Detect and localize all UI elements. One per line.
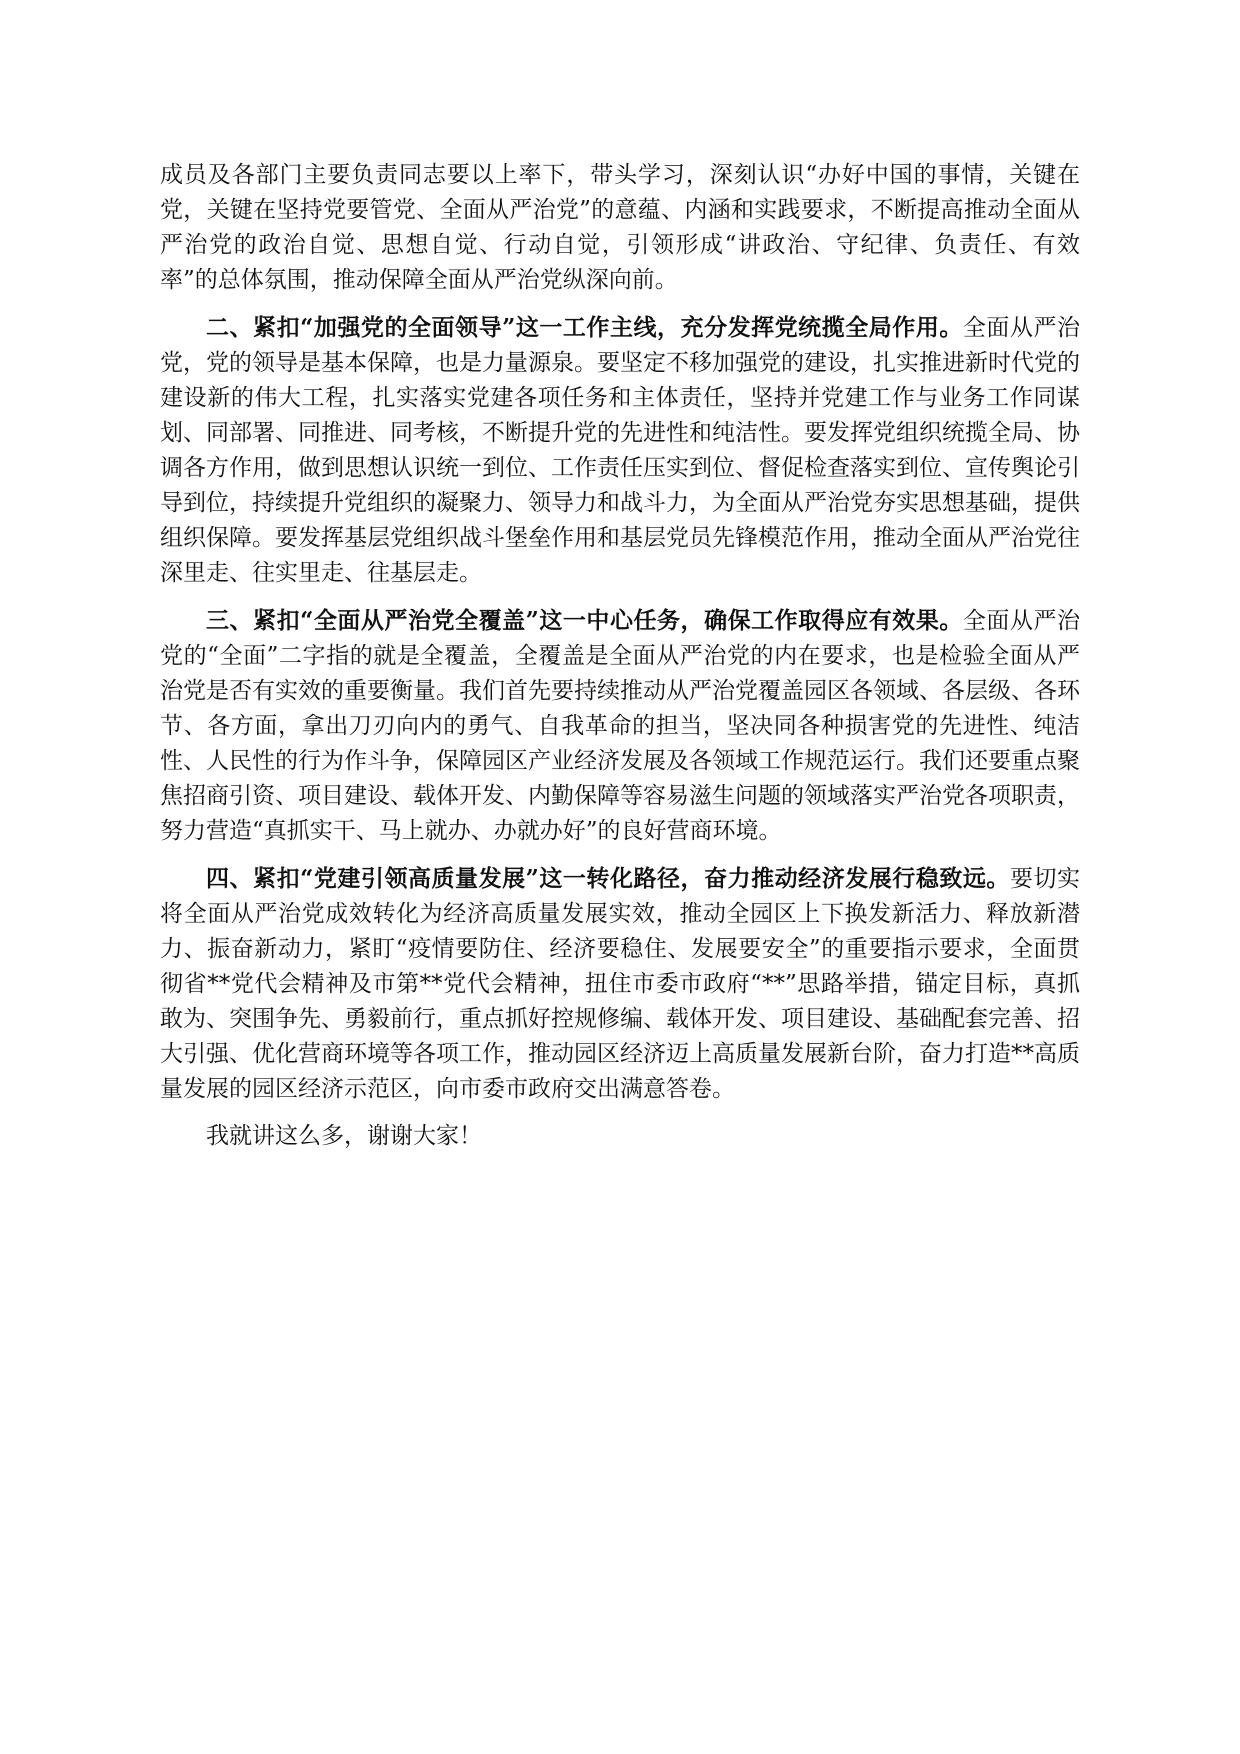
section-heading: 二、紧扣“加强党的全面领导”这一工作主线，充分发挥党统揽全局作用。 xyxy=(206,314,963,341)
closing-remark: 我就讲这么多，谢谢大家！ xyxy=(206,1123,482,1149)
paragraph-section-2 xyxy=(160,310,1080,591)
paragraph-text: 全面从严治党的“全面”二字指的就是全覆盖，全覆盖是全面从严治党的内在要求，也是检验全面从严治党是否有实效的重要衡量。我们首先要持续推动从严治党覆盖园区各领域、各层级、各环节、各方面，拿出刀刃向内的勇气、自我革命的担当，坚决同各种损害党的先进性、纯洁性、人民性的行为作斗争，保障园区产业经济发展及各领域工作规范运行。我们还要重点聚焦招商引资、项目建设、载体开发、内勤保障等容易滋生问题的领域落实严治党各项职责，努力营造“真抓实干、马上就办、办就办好”的良好营商环境。 xyxy=(160,608,1081,844)
paragraph-section-3 xyxy=(160,603,1080,849)
paragraph-continuation xyxy=(160,158,1080,298)
document-body xyxy=(160,158,1080,1166)
paragraph-text: 要切实将全面从严治党成效转化为经济高质量发展实效，推动全园区上下换发新活力、释放新潜力、振奋新动力，紧盯“疫情要防住、经济要稳住、发展要安全”的重要指示要求，全面贯彻省**党代会精神及市第**党代会精神，扭住市委市政府“**”思路举措，锚定目标，真抓敢为、突围争先、勇毅前行，重点抓好控规修编、载体开发、项目建设、基础配套完善、招大引强、优化营商环境等各项工作，推动园区经济迈上高质量发展新台阶，奋力打造**高质量发展的园区经济示范区，向市委市政府交出满意答卷。 xyxy=(160,866,1080,1102)
section-heading: 四、紧扣“党建引领高质量发展”这一转化路径，奋力推动经济发展行稳致远。 xyxy=(206,865,1010,892)
section-heading: 三、紧扣“全面从严治党全覆盖”这一中心任务，确保工作取得应有效果。 xyxy=(206,607,963,634)
paragraph-section-4 xyxy=(160,861,1080,1107)
paragraph-closing xyxy=(160,1119,1080,1154)
paragraph-text: 成员及各部门主要负责同志要以上率下，带头学习，深刻认识“办好中国的事情，关键在党，关键在坚持党要管党、全面从严治党”的意蕴、内涵和实践要求，不断提高推动全面从严治党的政治自觉、思想自觉、行动自觉，引领形成“讲政治、守纪律、负责任、有效率”的总体氛围，推动保障全面从严治党纵深向前。 xyxy=(160,162,1080,293)
paragraph-text: 全面从严治党，党的领导是基本保障，也是力量源泉。要坚定不移加强党的建设，扎实推进新时代党的建设新的伟大工程，扎实落实党建各项任务和主体责任，坚持并党建工作与业务工作同谋划、同部署、同推进、同考核，不断提升党的先进性和纯洁性。要发挥党组织统揽全局、协调各方作用，做到思想认识统一到位、工作责任压实到位、督促检查落实到位、宣传舆论引导到位，持续提升党组织的凝聚力、领导力和战斗力，为全面从严治党夯实思想基础，提供组织保障。要发挥基层党组织战斗堡垒作用和基层党员先锋模范作用，推动全面从严治党往深里走、往实里走、往基层走。 xyxy=(160,315,1081,586)
